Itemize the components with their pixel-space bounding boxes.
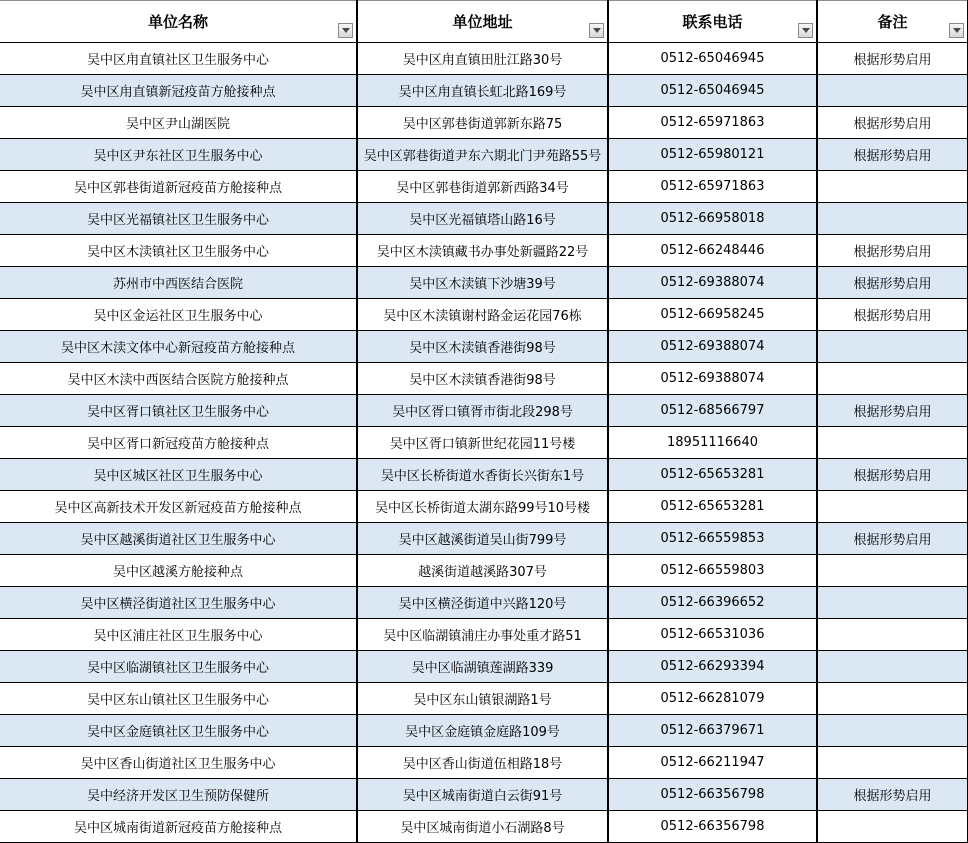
table-row [0, 107, 968, 139]
cell-unit-address[interactable]: 吴中区城南街道白云街91号 [357, 779, 608, 811]
table-row [0, 235, 968, 267]
cell-note[interactable]: 根据形势启用 [817, 267, 968, 299]
cell-unit-name[interactable]: 吴中区横泾街道社区卫生服务中心 [0, 587, 357, 619]
table-row [0, 747, 968, 779]
cell-phone[interactable]: 0512-66379671 [608, 715, 817, 747]
cell-phone[interactable]: 0512-66396652 [608, 587, 817, 619]
table-body [0, 43, 968, 843]
table-row [0, 715, 968, 747]
cell-note[interactable]: 根据形势启用 [817, 459, 968, 491]
table-row [0, 811, 968, 843]
cell-unit-name[interactable]: 吴中区城南街道新冠疫苗方舱接种点 [0, 811, 357, 843]
cell-phone[interactable]: 0512-66281079 [608, 683, 817, 715]
filter-dropdown-button-phone[interactable] [798, 23, 813, 38]
cell-phone[interactable]: 0512-65980121 [608, 139, 817, 171]
cell-phone[interactable]: 0512-66958018 [608, 203, 817, 235]
cell-unit-name[interactable]: 吴中区金庭镇社区卫生服务中心 [0, 715, 357, 747]
table-row [0, 619, 968, 651]
cell-unit-name[interactable]: 吴中区城区社区卫生服务中心 [0, 459, 357, 491]
cell-unit-name[interactable]: 吴中区高新技术开发区新冠疫苗方舱接种点 [0, 491, 357, 523]
cell-note[interactable] [817, 427, 968, 459]
cell-unit-address[interactable]: 吴中区横泾街道中兴路120号 [357, 587, 608, 619]
table-row [0, 523, 968, 555]
cell-unit-address[interactable]: 吴中区甪直镇田肚江路30号 [357, 43, 608, 75]
cell-unit-name[interactable]: 吴中区光福镇社区卫生服务中心 [0, 203, 357, 235]
cell-unit-name[interactable]: 苏州市中西医结合医院 [0, 267, 357, 299]
cell-phone[interactable]: 0512-65653281 [608, 459, 817, 491]
cell-note[interactable] [817, 619, 968, 651]
cell-unit-name[interactable]: 吴中区木渎中西医结合医院方舱接种点 [0, 363, 357, 395]
filter-dropdown-button-note[interactable] [949, 23, 964, 38]
table-row [0, 651, 968, 683]
cell-note[interactable] [817, 171, 968, 203]
column-header-note[interactable] [817, 1, 968, 43]
cell-note[interactable]: 根据形势启用 [817, 43, 968, 75]
cell-note[interactable]: 根据形势启用 [817, 523, 968, 555]
cell-note[interactable] [817, 555, 968, 587]
column-header-unit-address[interactable] [357, 1, 608, 43]
cell-unit-name[interactable]: 吴中区尹东社区卫生服务中心 [0, 139, 357, 171]
cell-unit-name[interactable]: 吴中区金运社区卫生服务中心 [0, 299, 357, 331]
cell-note[interactable] [817, 683, 968, 715]
cell-unit-address[interactable]: 吴中区木渎镇香港街98号 [357, 363, 608, 395]
cell-unit-address[interactable]: 吴中区胥口镇新世纪花园11号楼 [357, 427, 608, 459]
column-header-phone[interactable] [608, 1, 817, 43]
cell-unit-address[interactable]: 吴中区香山街道伍相路18号 [357, 747, 608, 779]
cell-unit-address[interactable]: 吴中区金庭镇金庭路109号 [357, 715, 608, 747]
cell-unit-address[interactable]: 吴中区临湖镇莲湖路339 [357, 651, 608, 683]
cell-unit-address[interactable]: 吴中区越溪街道吴山街799号 [357, 523, 608, 555]
cell-unit-address[interactable]: 吴中区郭巷街道郭新东路75 [357, 107, 608, 139]
cell-unit-name[interactable]: 吴中区香山街道社区卫生服务中心 [0, 747, 357, 779]
cell-note[interactable] [817, 651, 968, 683]
cell-unit-name[interactable]: 吴中区郭巷街道新冠疫苗方舱接种点 [0, 171, 357, 203]
cell-note[interactable] [817, 587, 968, 619]
cell-phone[interactable]: 0512-66356798 [608, 811, 817, 843]
table-row [0, 395, 968, 427]
cell-unit-name[interactable]: 吴中区胥口新冠疫苗方舱接种点 [0, 427, 357, 459]
cell-note[interactable] [817, 203, 968, 235]
cell-unit-name[interactable]: 吴中区甪直镇社区卫生服务中心 [0, 43, 357, 75]
cell-phone[interactable]: 0512-69388074 [608, 331, 817, 363]
cell-unit-address[interactable]: 吴中区临湖镇浦庄办事处重才路51 [357, 619, 608, 651]
cell-phone[interactable]: 0512-65046945 [608, 43, 817, 75]
table-row [0, 299, 968, 331]
cell-note[interactable]: 根据形势启用 [817, 779, 968, 811]
cell-phone[interactable]: 0512-65971863 [608, 171, 817, 203]
cell-unit-name[interactable]: 吴中区甪直镇新冠疫苗方舱接种点 [0, 75, 357, 107]
table-row [0, 43, 968, 75]
cell-phone[interactable]: 0512-69388074 [608, 267, 817, 299]
chevron-down-icon [953, 28, 961, 33]
cell-unit-address[interactable]: 越溪街道越溪路307号 [357, 555, 608, 587]
cell-unit-address[interactable]: 吴中区甪直镇长虹北路169号 [357, 75, 608, 107]
table-row [0, 779, 968, 811]
cell-phone[interactable]: 0512-66531036 [608, 619, 817, 651]
cell-phone[interactable]: 0512-66248446 [608, 235, 817, 267]
cell-unit-address[interactable]: 吴中区木渎镇香港街98号 [357, 331, 608, 363]
filter-dropdown-button-unit-address[interactable] [589, 23, 604, 38]
cell-unit-name[interactable]: 吴中区越溪方舱接种点 [0, 555, 357, 587]
cell-note[interactable] [817, 811, 968, 843]
cell-unit-name[interactable]: 吴中区东山镇社区卫生服务中心 [0, 683, 357, 715]
cell-phone[interactable]: 0512-65971863 [608, 107, 817, 139]
cell-phone[interactable]: 0512-65653281 [608, 491, 817, 523]
cell-unit-name[interactable]: 吴中经济开发区卫生预防保健所 [0, 779, 357, 811]
cell-unit-address[interactable]: 吴中区胥口镇胥市街北段298号 [357, 395, 608, 427]
column-header-unit-name-label: 单位名称 [147, 13, 208, 31]
cell-unit-address[interactable]: 吴中区木渎镇谢村路金运花园76栋 [357, 299, 608, 331]
cell-unit-name[interactable]: 吴中区临湖镇社区卫生服务中心 [0, 651, 357, 683]
cell-unit-name[interactable]: 吴中区尹山湖医院 [0, 107, 357, 139]
cell-phone[interactable]: 0512-68566797 [608, 395, 817, 427]
table-row [0, 171, 968, 203]
cell-phone[interactable]: 0512-66211947 [608, 747, 817, 779]
cell-unit-name[interactable]: 吴中区越溪街道社区卫生服务中心 [0, 523, 357, 555]
cell-phone[interactable]: 0512-66356798 [608, 779, 817, 811]
table-row [0, 427, 968, 459]
cell-unit-address[interactable]: 吴中区东山镇银湖路1号 [357, 683, 608, 715]
table-row [0, 139, 968, 171]
table-row [0, 555, 968, 587]
cell-phone[interactable]: 18951116640 [608, 427, 817, 459]
column-header-unit-name[interactable] [0, 1, 357, 43]
cell-note[interactable] [817, 747, 968, 779]
cell-unit-address[interactable]: 吴中区木渎镇下沙塘39号 [357, 267, 608, 299]
chevron-down-icon [342, 28, 350, 33]
cell-unit-name[interactable]: 吴中区胥口镇社区卫生服务中心 [0, 395, 357, 427]
cell-unit-address[interactable]: 吴中区光福镇塔山路16号 [357, 203, 608, 235]
cell-note[interactable]: 根据形势启用 [817, 235, 968, 267]
cell-unit-address[interactable]: 吴中区长桥街道水香街长兴街东1号 [357, 459, 608, 491]
table-row [0, 75, 968, 107]
cell-phone[interactable]: 0512-66559853 [608, 523, 817, 555]
cell-phone[interactable]: 0512-69388074 [608, 363, 817, 395]
cell-note[interactable] [817, 363, 968, 395]
cell-unit-address[interactable]: 吴中区郭巷街道郭新西路34号 [357, 171, 608, 203]
table-row [0, 203, 968, 235]
column-header-phone-label: 联系电话 [682, 13, 743, 31]
cell-note[interactable]: 根据形势启用 [817, 299, 968, 331]
header-row [0, 1, 968, 43]
cell-note[interactable] [817, 331, 968, 363]
cell-unit-name[interactable]: 吴中区浦庄社区卫生服务中心 [0, 619, 357, 651]
cell-unit-address[interactable]: 吴中区郭巷街道尹东六期北门尹苑路55号 [357, 139, 608, 171]
cell-note[interactable] [817, 715, 968, 747]
cell-note[interactable]: 根据形势启用 [817, 395, 968, 427]
cell-phone[interactable]: 0512-65046945 [608, 75, 817, 107]
chevron-down-icon [802, 28, 810, 33]
cell-unit-address[interactable]: 吴中区木渎镇藏书办事处新疆路22号 [357, 235, 608, 267]
cell-phone[interactable]: 0512-66958245 [608, 299, 817, 331]
column-header-unit-address-label: 单位地址 [452, 13, 513, 31]
table-row [0, 587, 968, 619]
table-row [0, 267, 968, 299]
column-header-note-label: 备注 [877, 13, 908, 31]
cell-phone[interactable]: 0512-66559803 [608, 555, 817, 587]
chevron-down-icon [593, 28, 601, 33]
filter-dropdown-button-unit-name[interactable] [338, 23, 353, 38]
cell-unit-address[interactable]: 吴中区长桥街道太湖东路99号10号楼 [357, 491, 608, 523]
table-row [0, 331, 968, 363]
cell-unit-address[interactable]: 吴中区城南街道小石湖路8号 [357, 811, 608, 843]
cell-note[interactable] [817, 75, 968, 107]
cell-note[interactable]: 根据形势启用 [817, 139, 968, 171]
cell-unit-name[interactable]: 吴中区木渎文体中心新冠疫苗方舱接种点 [0, 331, 357, 363]
cell-note[interactable] [817, 491, 968, 523]
table-row [0, 683, 968, 715]
cell-phone[interactable]: 0512-66293394 [608, 651, 817, 683]
table-row [0, 491, 968, 523]
cell-unit-name[interactable]: 吴中区木渎镇社区卫生服务中心 [0, 235, 357, 267]
table-row [0, 459, 968, 491]
table-row [0, 363, 968, 395]
cell-note[interactable]: 根据形势启用 [817, 107, 968, 139]
